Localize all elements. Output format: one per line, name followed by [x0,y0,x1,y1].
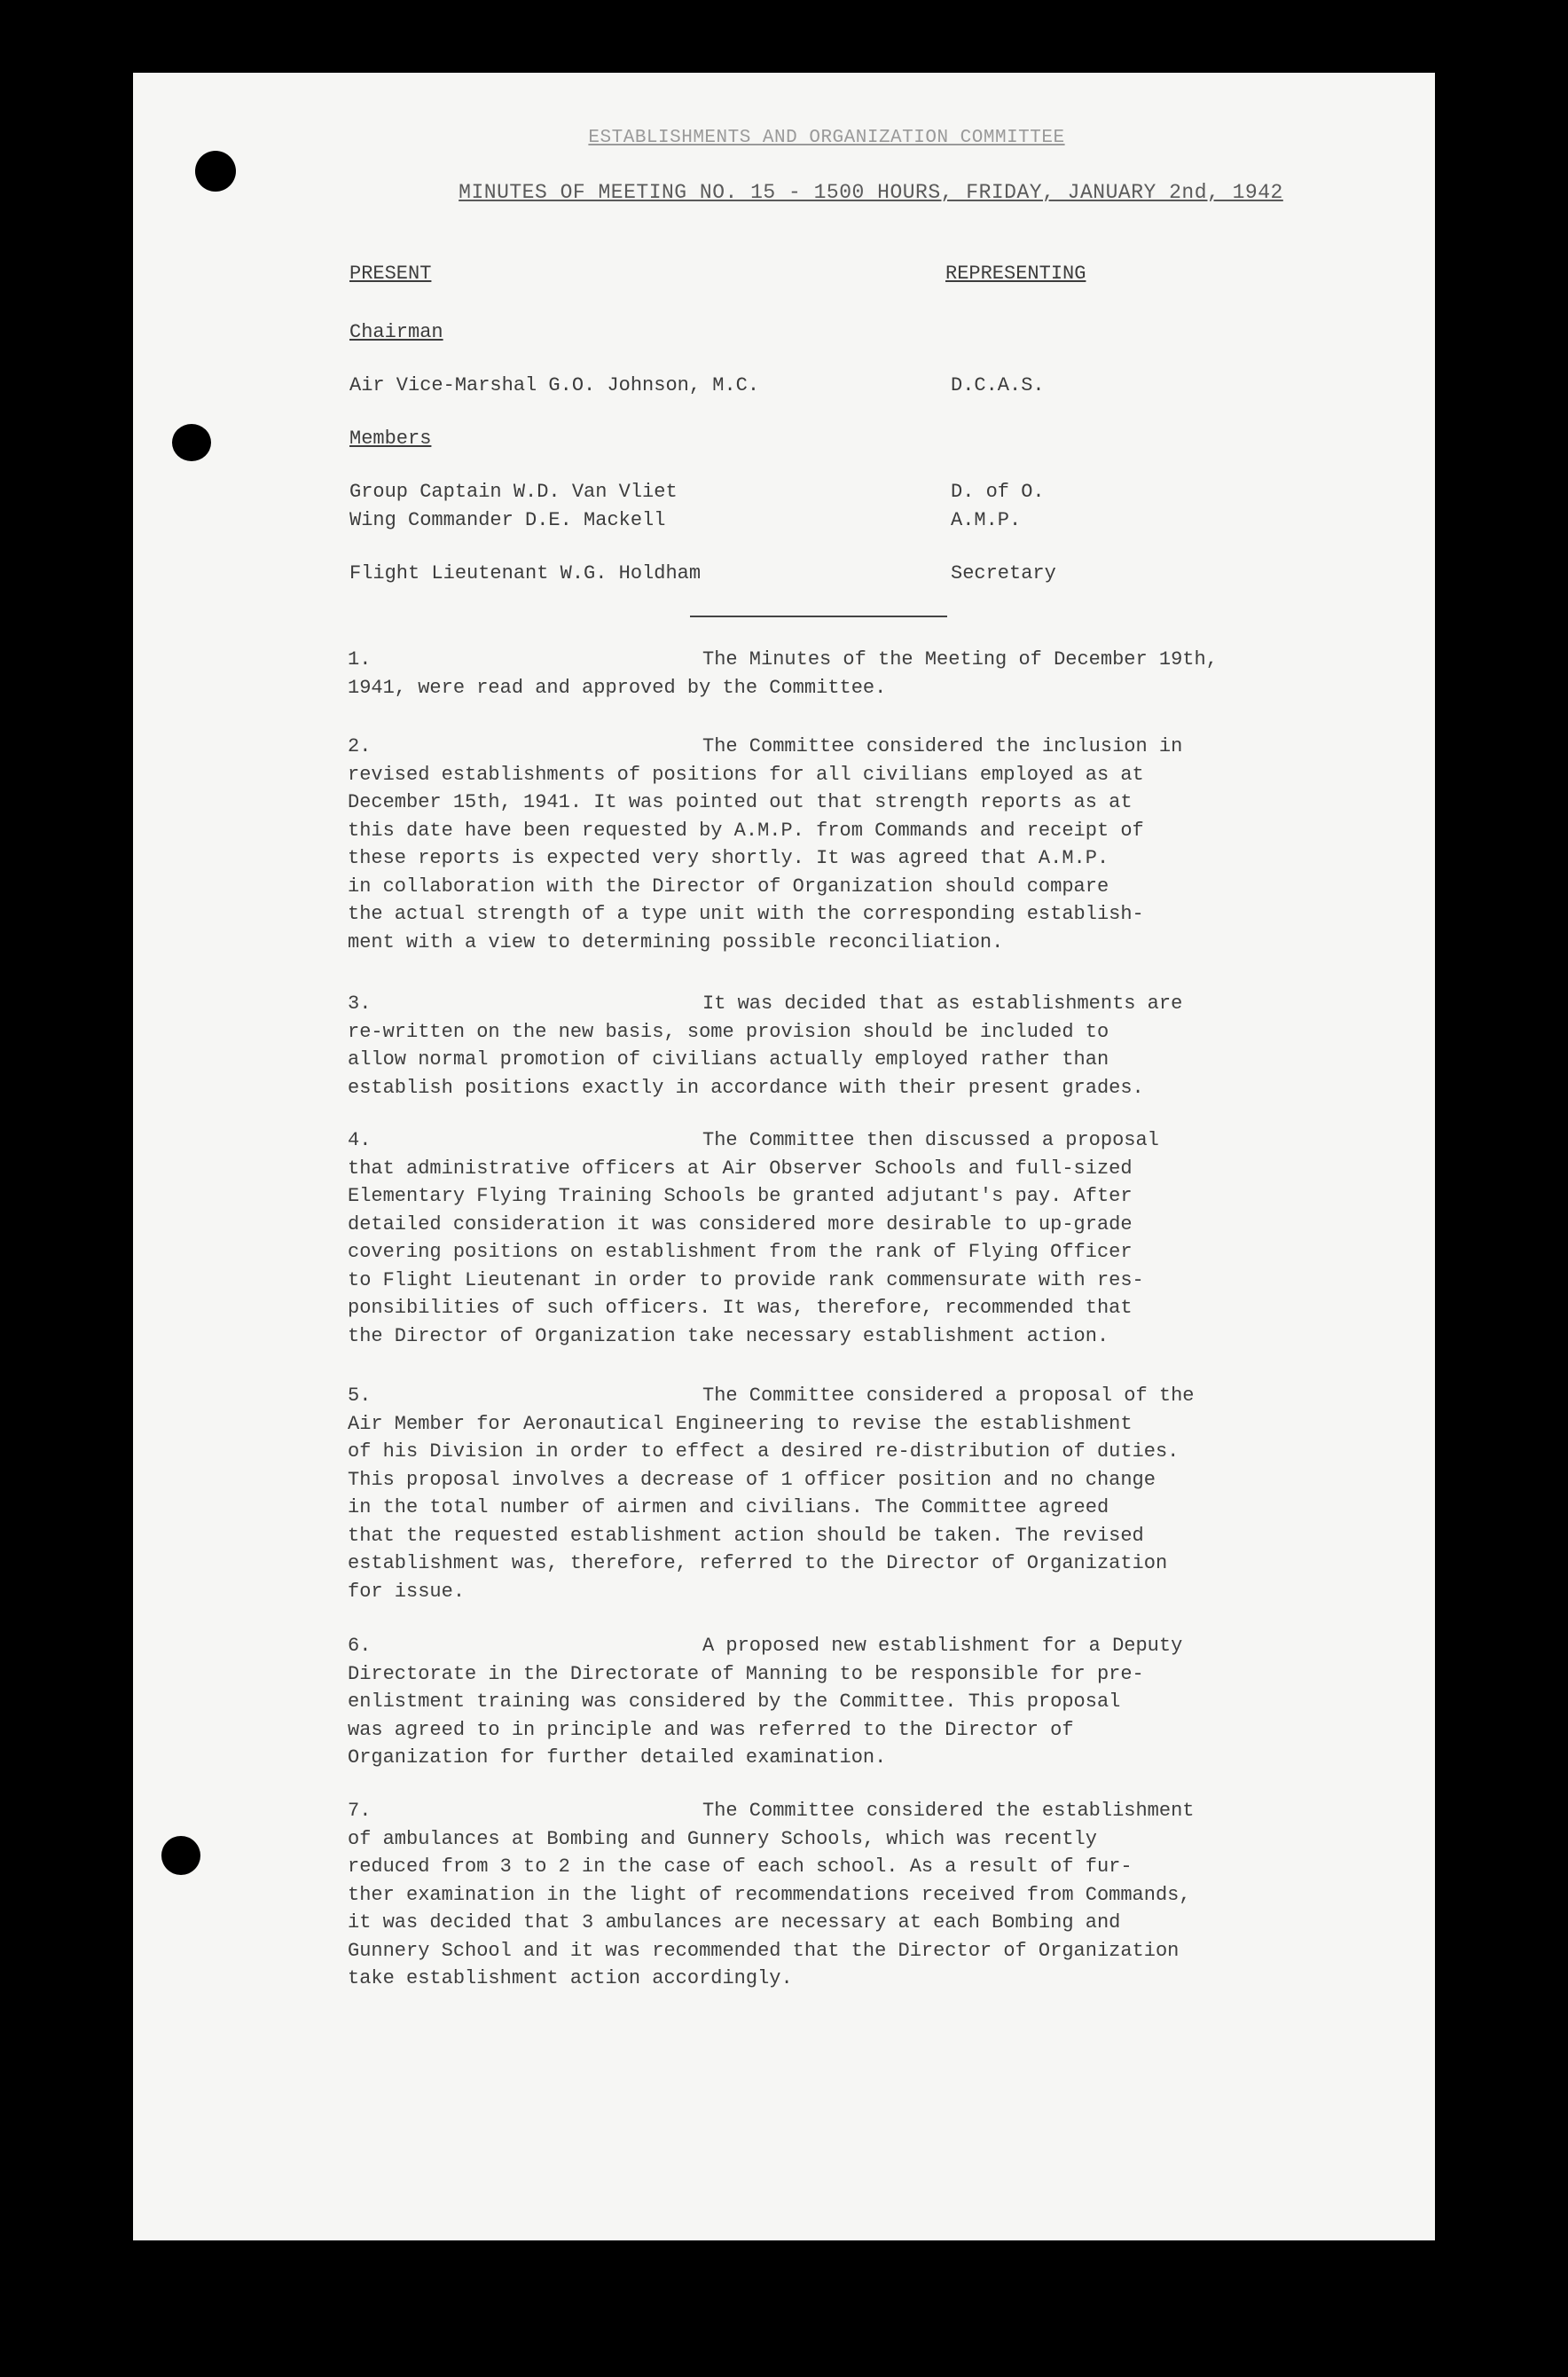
item-line: Elementary Flying Training Schools be granted adjutant's pay. After [348,1185,1133,1207]
item-number: 3. [348,992,372,1015]
item-line: ment with a view to determining possible reconciliation. [348,930,1004,953]
item-line: that administrative officers at Air Observer Schools and full-sized [348,1157,1133,1180]
item-line: re-written on the new basis, some provision should be included to [348,1020,1109,1043]
item-line: establishment was, therefore, referred to the Director of Organization [348,1552,1168,1574]
item-number: 6. [348,1635,372,1657]
minutes-item [348,990,1305,1102]
item-line: ponsibilities of such officers. It was, therefore, recommended that [348,1297,1133,1319]
punch-hole [161,1836,200,1875]
chairman-heading: Chairman [349,321,443,343]
item-line: detailed consideration it was considered more desirable to up-grade [348,1212,1133,1236]
item-line: of ambulances at Bombing and Gunnery Schools, which was recently [348,1827,1097,1850]
item-line: Organization for further detailed examination. [348,1746,887,1769]
present-heading: PRESENT [349,263,432,285]
item-line: ther examination in the light of recommendations received from Commands, [348,1883,1191,1906]
item-line: Air Member for Aeronautical Engineering to revise the establishment [348,1412,1133,1435]
minutes-item [348,1797,1305,1993]
item-line: this date have been requested by A.M.P. from Commands and receipt of [348,819,1144,842]
item-line: The Committee considered a proposal of the [702,1385,1195,1407]
item-line: establish positions exactly in accordance with their present grades. [348,1076,1144,1099]
item-line: in the total number of airmen and civilians. The Committee agreed [348,1496,1109,1518]
item-number: 2. [348,735,372,757]
item-number: 4. [348,1129,372,1151]
item-line: allow normal promotion of civilians actually employed rather than [348,1048,1109,1071]
secretary-name: Flight Lieutenant W.G. Holdham [349,562,702,584]
item-line: these reports is expected very shortly. It was agreed that A.M.P. [348,847,1109,869]
document-page [133,73,1435,2240]
item-line: A proposed new establishment for a Deputy [702,1635,1183,1657]
item-line: The Committee considered the inclusion in [702,735,1183,757]
item-line: the Director of Organization take necessary establishment action. [348,1324,1109,1347]
item-line: The Committee then discussed a proposal [702,1129,1159,1151]
minutes-item [348,1632,1305,1772]
minutes-item [348,646,1305,702]
item-number: 7. [348,1800,372,1822]
punch-hole [172,424,211,461]
minutes-item [348,1126,1305,1350]
secretary-rep: Secretary [951,562,1056,584]
committee-title: ESTABLISHMENTS AND ORGANIZATION COMMITTEE [588,128,1065,148]
item-line: The Minutes of the Meeting of December 19th, [702,648,1218,671]
minutes-item [348,733,1305,956]
section-divider [690,616,947,617]
minutes-item [348,1382,1305,1605]
item-line: revised establishments of positions for all civilians employed as at [348,763,1144,786]
item-number: 5. [348,1385,372,1407]
item-line: that the requested establishment action should be taken. The revised [348,1524,1144,1547]
item-number: 1. [348,648,372,671]
item-line: for issue. [348,1580,466,1603]
item-line: in collaboration with the Director of Organization should compare [348,875,1109,898]
item-line: to Flight Lieutenant in order to provide rank commensurate with res- [348,1268,1144,1291]
item-line: covering positions on establishment from the rank of Flying Officer [348,1241,1133,1263]
member-name: Wing Commander D.E. Mackell [349,509,666,531]
member-rep: A.M.P. [951,509,1022,531]
chairman-rep: D.C.A.S. [951,374,1045,396]
item-line: December 15th, 1941. It was pointed out that strength reports as at [348,791,1133,813]
member-rep: D. of O. [951,481,1045,503]
item-line: reduced from 3 to 2 in the case of each school. As a result of fur- [348,1855,1133,1878]
item-line: enlistment training was considered by the Committee. This proposal [348,1691,1121,1713]
representing-heading: REPRESENTING [945,263,1086,285]
minutes-title: MINUTES OF MEETING NO. 15 - 1500 HOURS, FRIDAY, JANUARY 2nd, 1942 [459,181,1283,204]
item-line: the actual strength of a type unit with the corresponding establish- [348,903,1144,925]
item-line: 1941, were read and approved by the Committee. [348,676,887,699]
chairman-name: Air Vice-Marshal G.O. Johnson, M.C. [349,374,760,396]
item-line: it was decided that 3 ambulances are necessary at each Bombing and [348,1911,1121,1934]
member-name: Group Captain W.D. Van Vliet [349,481,678,503]
item-line: Gunnery School and it was recommended that the Director of Organization [348,1939,1180,1962]
members-heading: Members [349,428,432,450]
item-line: This proposal involves a decrease of 1 officer position and no change [348,1468,1156,1491]
item-line: It was decided that as establishments are [702,992,1183,1015]
item-line: take establishment action accordingly. [348,1967,793,1989]
item-line: of his Division in order to effect a desired re-distribution of duties. [348,1440,1180,1463]
item-line: The Committee considered the establishment [702,1800,1195,1822]
item-line: was agreed to in principle and was referred to the Director of [348,1718,1074,1741]
item-line: Directorate in the Directorate of Manning to be responsible for pre- [348,1662,1144,1685]
